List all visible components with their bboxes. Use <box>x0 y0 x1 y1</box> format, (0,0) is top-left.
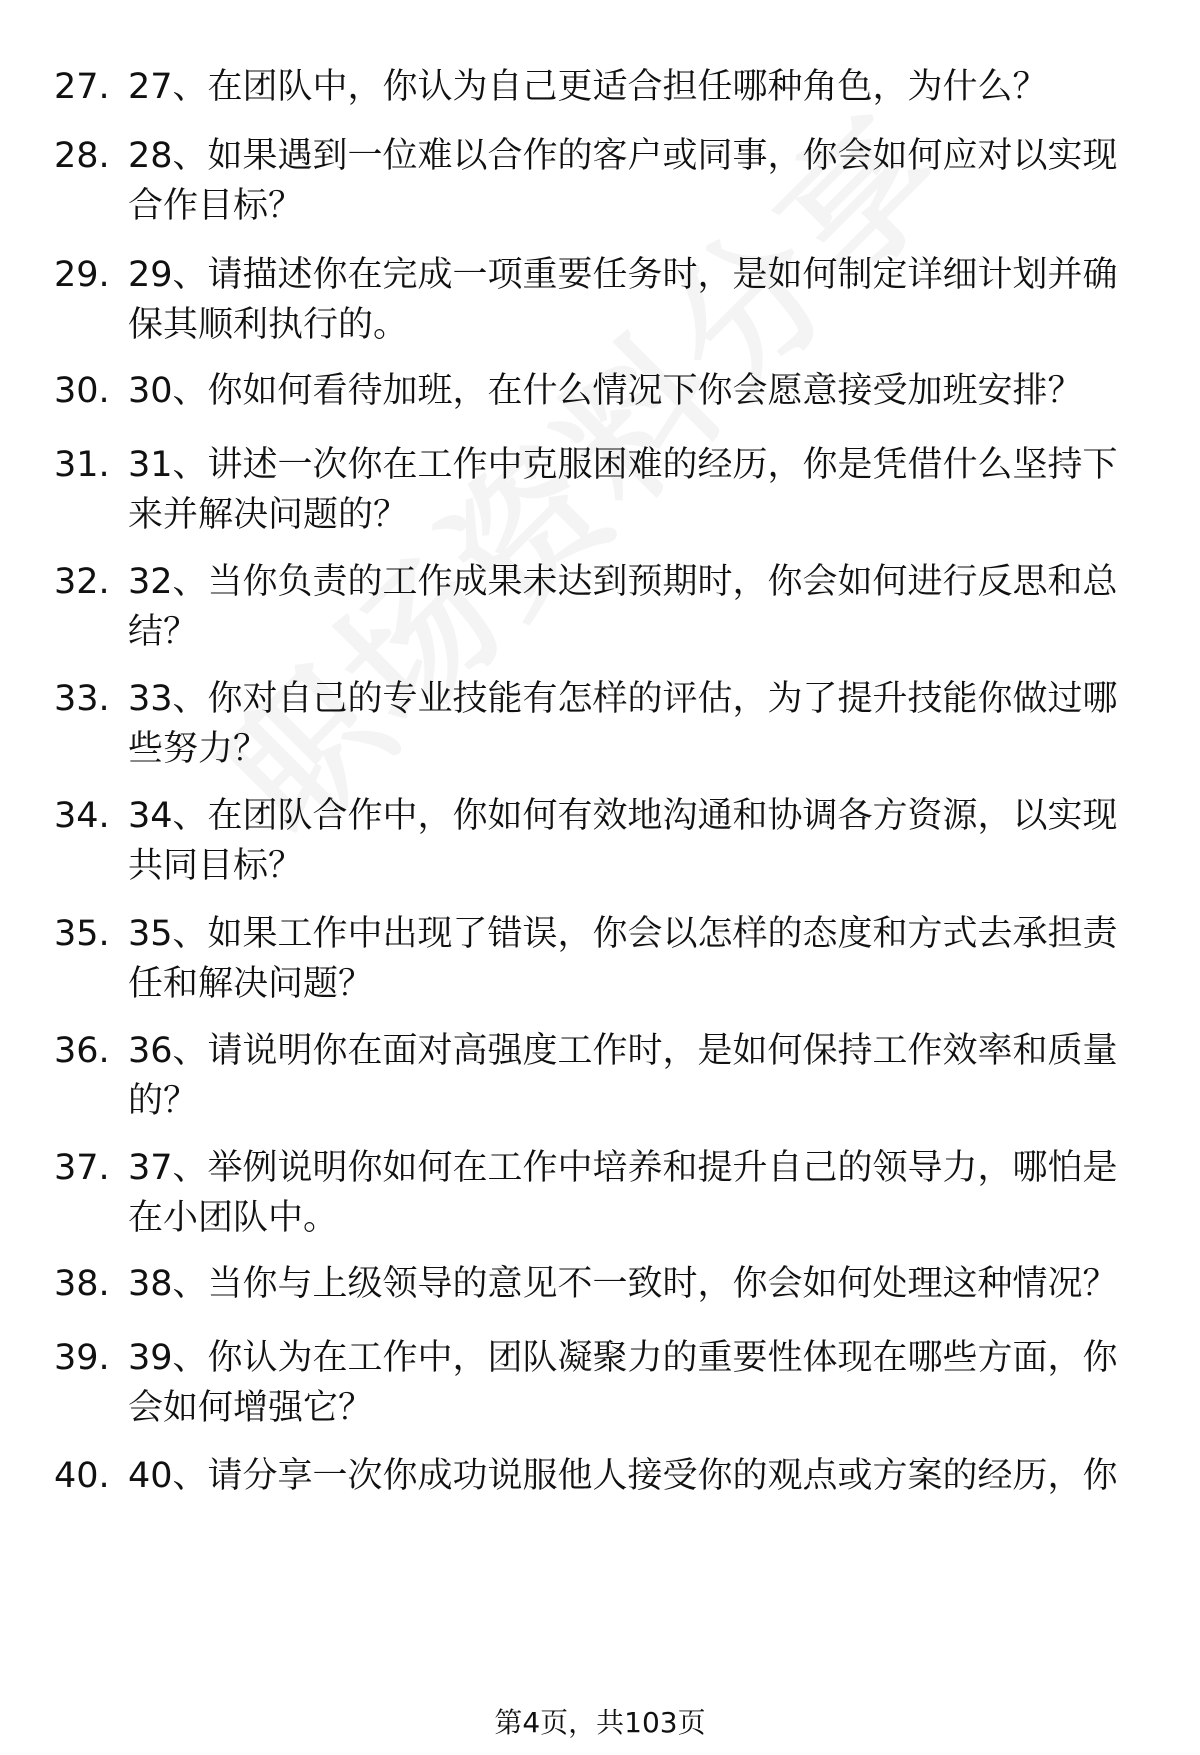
item-text: 39、你认为在工作中，团队凝聚力的重要性体现在哪些方面，你会如何增强它？ <box>128 1338 1118 1428</box>
item-number: 30. <box>54 371 110 411</box>
item-number: 32. <box>54 562 110 602</box>
item-number: 29. <box>54 255 110 295</box>
item-number: 38. <box>54 1264 110 1304</box>
item-text: 36、请说明你在面对高强度工作时，是如何保持工作效率和质量的？ <box>128 1031 1118 1121</box>
item-text: 38、当你与上级领导的意见不一致时，你会如何处理这种情况？ <box>128 1264 1118 1304</box>
item-number: 37. <box>54 1148 110 1188</box>
item-number: 39. <box>54 1338 110 1378</box>
item-text: 37、举例说明你如何在工作中培养和提升自己的领导力，哪怕是在小团队中。 <box>128 1148 1118 1238</box>
item-number: 34. <box>54 796 110 836</box>
item-text: 40、请分享一次你成功说服他人接受你的观点或方案的经历，你 <box>128 1456 1118 1496</box>
item-text: 32、当你负责的工作成果未达到预期时，你会如何进行反思和总结？ <box>128 562 1118 652</box>
item-text: 31、讲述一次你在工作中克服困难的经历，你是凭借什么坚持下来并解决问题的？ <box>128 445 1118 535</box>
item-number: 33. <box>54 679 110 719</box>
item-text: 28、如果遇到一位难以合作的客户或同事，你会如何应对以实现合作目标？ <box>128 136 1118 226</box>
item-number: 27. <box>54 67 110 107</box>
item-number: 36. <box>54 1031 110 1071</box>
page-footer: 第4页，共103页 <box>494 1706 706 1739</box>
item-number: 35. <box>54 914 110 954</box>
item-text: 27、在团队中，你认为自己更适合担任哪种角色，为什么？ <box>128 67 1048 107</box>
item-number: 31. <box>54 445 110 485</box>
item-number: 28. <box>54 136 110 176</box>
item-number: 40. <box>54 1456 110 1496</box>
item-text: 33、你对自己的专业技能有怎样的评估，为了提升技能你做过哪些努力？ <box>128 679 1118 769</box>
item-text: 35、如果工作中出现了错误，你会以怎样的态度和方式去承担责任和解决问题？ <box>128 914 1118 1004</box>
item-text: 34、在团队合作中，你如何有效地沟通和协调各方资源，以实现共同目标？ <box>128 796 1118 886</box>
item-text: 29、请描述你在完成一项重要任务时，是如何制定详细计划并确保其顺利执行的。 <box>128 255 1118 345</box>
item-text: 30、你如何看待加班，在什么情况下你会愿意接受加班安排？ <box>128 371 1083 411</box>
